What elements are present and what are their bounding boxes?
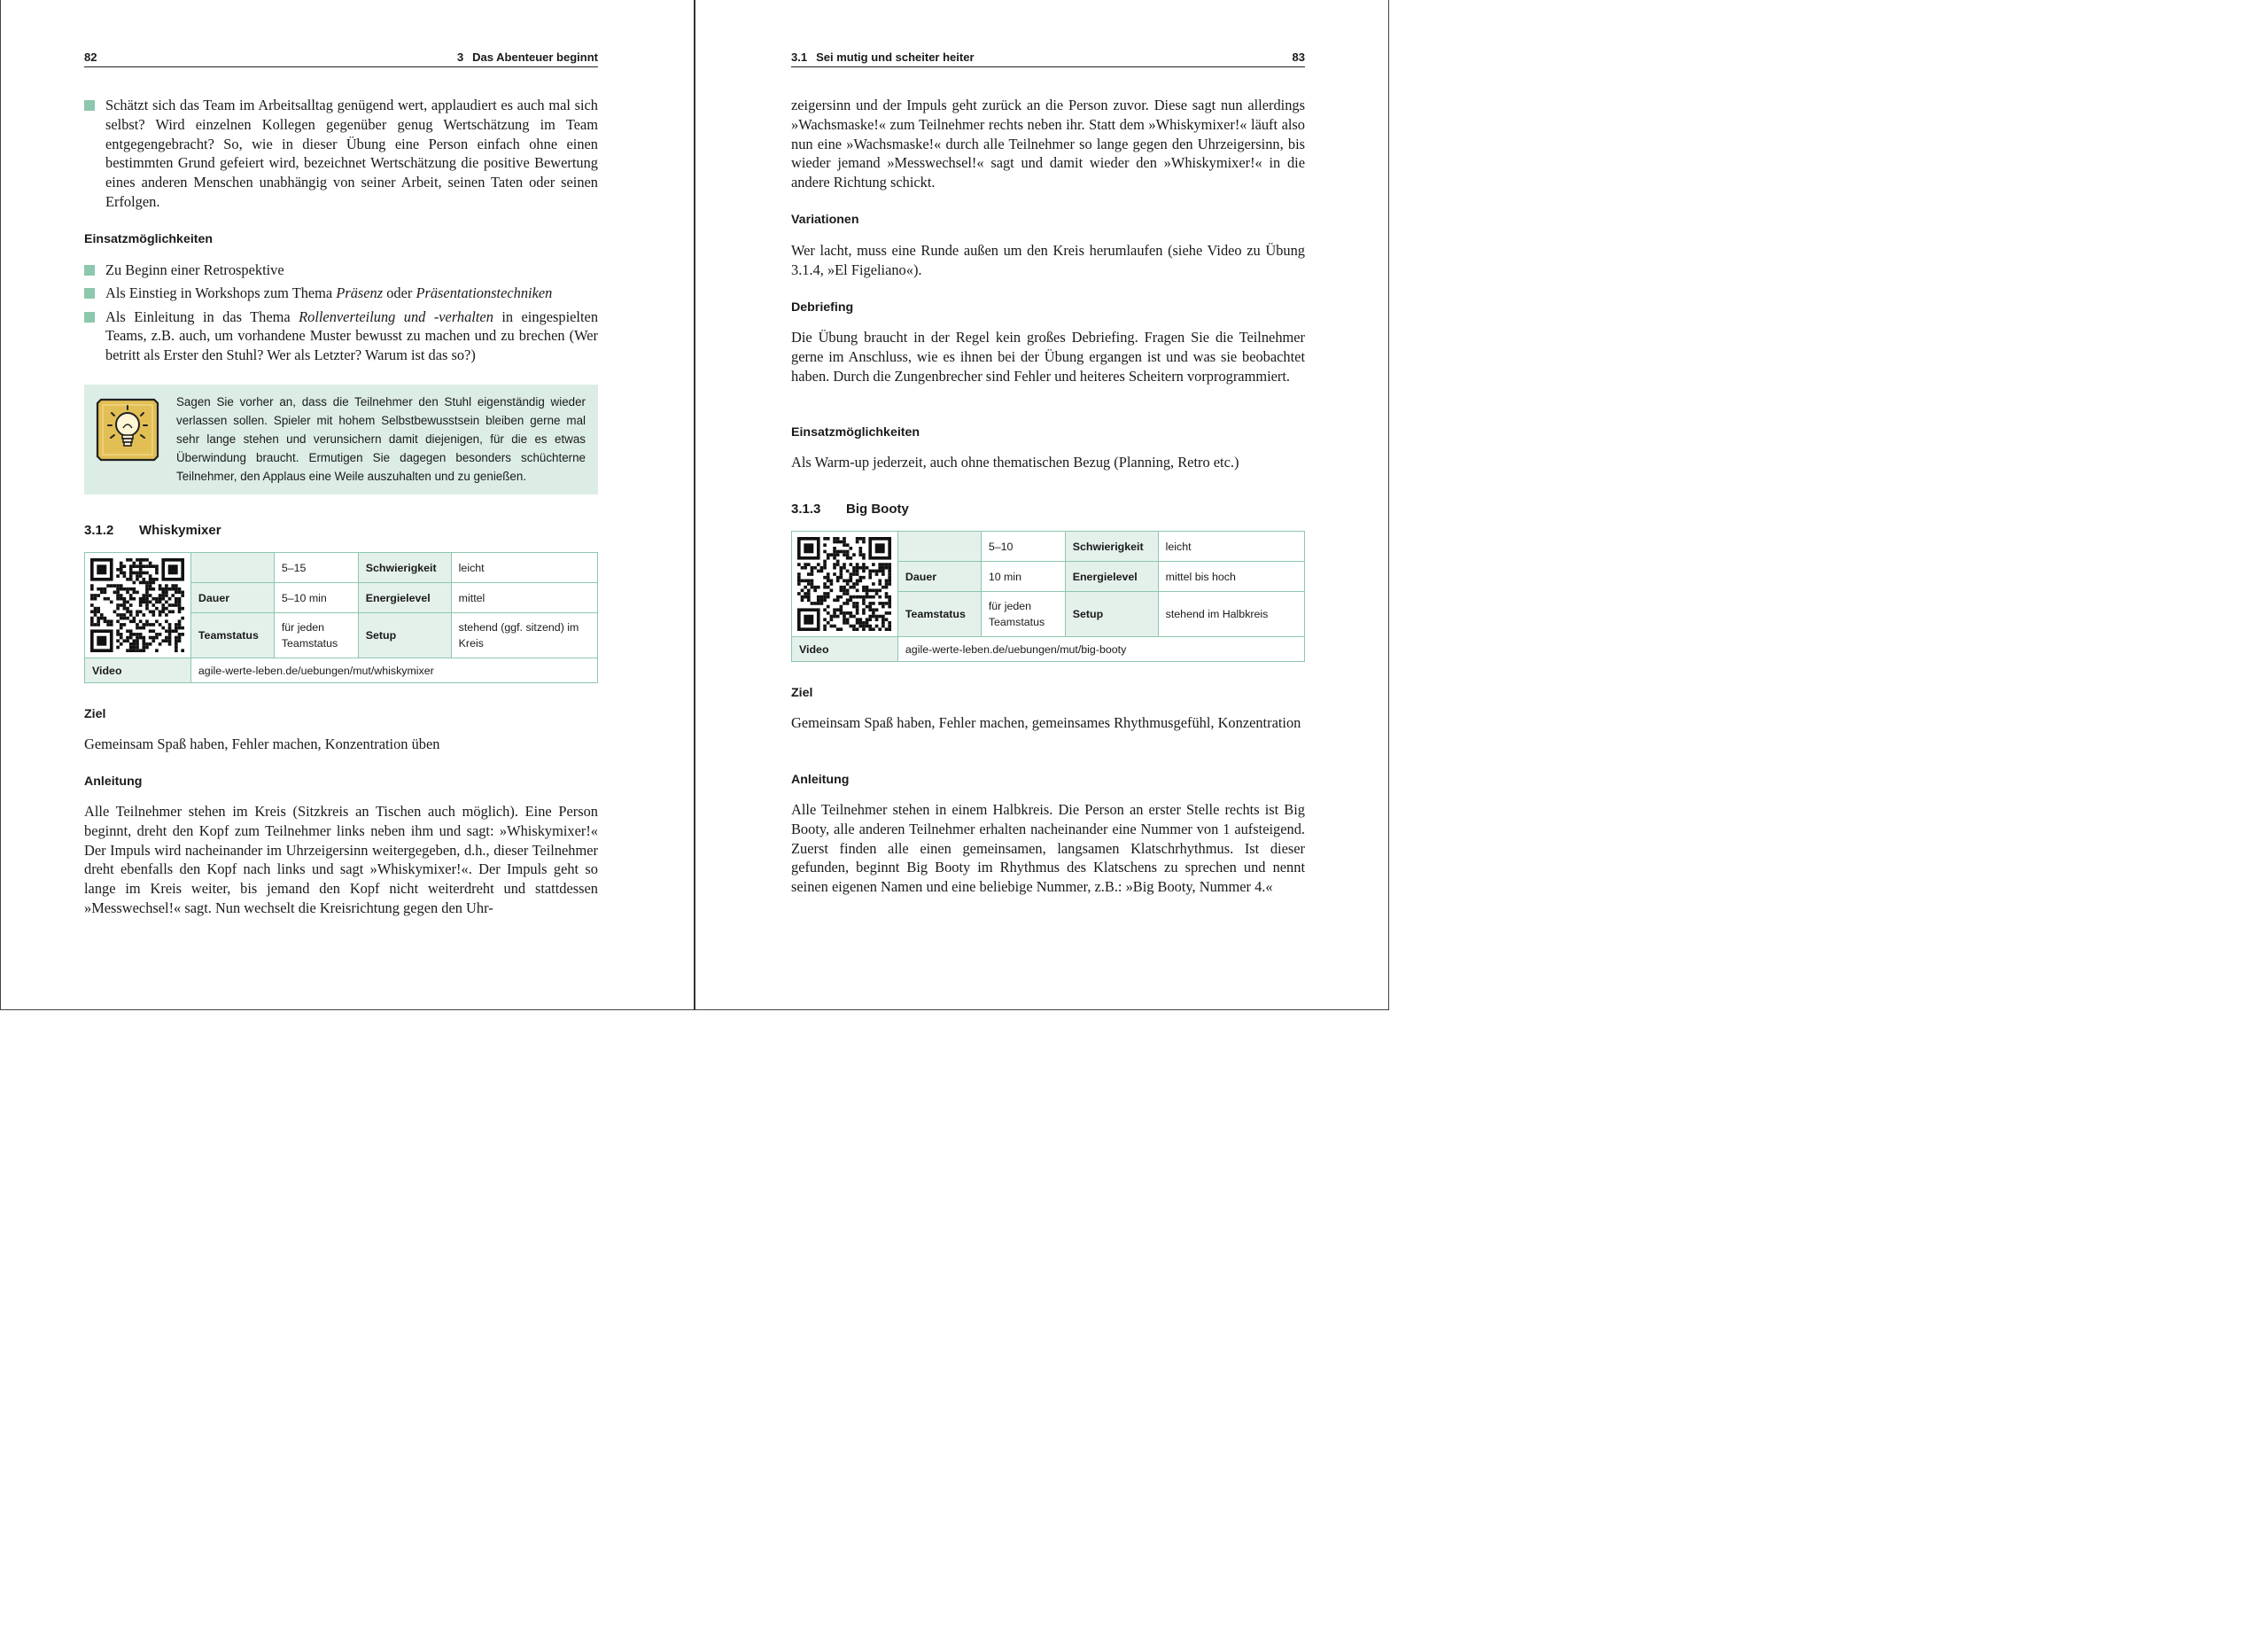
duration-label: Dauer	[190, 583, 274, 613]
header-section-title: Sei mutig und scheiter heiter	[816, 51, 975, 64]
list-item-text: Schätzt sich das Team im Arbeitsalltag genügend wert, applaudiert es auch mal sich selbst? Wird einzelnen Kollegen gegenüber genug Wertschätzung im Team entgegengebracht? So, wie in dieser Übung eine Person einfach ohne einen bestimmten Grund gefeiert wird, bezeichnet Wertschätzung die positive Bewertung eines anderen Menschen unabhängig von seiner Arbeit, seinen Taten oder seinen Erfolgen.	[105, 97, 598, 210]
teamstatus-label: Teamstatus	[190, 613, 274, 658]
duration-label: Dauer	[897, 562, 981, 592]
debriefing-heading: Debriefing	[791, 300, 854, 315]
chapter-title	[457, 51, 598, 64]
setup-value: stehend im Halbkreis	[1158, 592, 1304, 637]
debriefing-text: Die Übung braucht in der Regel kein großes Debriefing. Fragen Sie die Teilnehmer gerne im Anschluss, wie es ihnen bei der Übung ergangen ist und was sie beobachtet haben. Durch die Zungenbrecher sind Fehler und heiteres Scheitern vorprogrammiert.	[791, 329, 1305, 385]
teamstatus-value: für jeden Teamstatus	[981, 592, 1065, 637]
section-number: 3.1.2	[84, 523, 114, 538]
video-label: Video	[85, 658, 191, 683]
list-item	[84, 261, 598, 280]
anleitung-text: Alle Teilnehmer stehen in einem Halbkreis. Die Person an erster Stelle rechts ist Big Booty, alle anderen Teilnehmer erhalten nacheinander eine Nummer von 1 aufsteigend. Zuerst finden alle einen gemeinsamen, langsamen Klatschrhythmus. Ist dieser gefunden, beginnt Big Booty im Rhythmus des Klatschens zu sprechen und nennt seinen eigenen Namen und eine beliebige Nummer, z.B.: »Big Booty, Nummer 4.«	[791, 801, 1305, 896]
list-item-text: Als Einstieg in Workshops zum Thema	[105, 284, 337, 302]
intro-bullet-list	[84, 96, 598, 212]
exercise-info-table	[791, 531, 1305, 662]
qr-code-cell	[792, 532, 898, 637]
einsatz-heading: Einsatzmöglichkeiten	[84, 232, 214, 246]
chapter-title-text: Das Abenteuer beginnt	[472, 51, 598, 64]
einsatz-text: Als Warm-up jederzeit, auch ohne thematischen Bezug (Planning, Retro etc.)	[791, 454, 1239, 471]
lightbulb-icon	[96, 398, 159, 462]
setup-label: Setup	[358, 613, 451, 658]
participants-value: 5–10	[981, 532, 1065, 562]
table-row	[85, 658, 598, 683]
left-page	[84, 0, 598, 1010]
list-item	[84, 96, 598, 212]
table-row	[792, 637, 1305, 662]
ziel-text: Gemeinsam Spaß haben, Fehler machen, gemeinsames Rhythmusgefühl, Konzentration	[791, 714, 1301, 731]
list-item-text: Als Einleitung in das Thema	[105, 307, 299, 325]
bullet-square-icon	[84, 312, 95, 323]
list-item-text: oder	[383, 284, 416, 302]
energy-value: mittel	[451, 583, 597, 613]
list-item	[84, 307, 598, 365]
setup-label: Setup	[1065, 592, 1158, 637]
list-item-text: Zu Beginn einer Retrospektive	[105, 261, 284, 278]
qr-code-icon[interactable]	[797, 537, 891, 631]
difficulty-value: leicht	[1158, 532, 1304, 562]
participants-value: 5–15	[274, 553, 358, 583]
variationen-heading: Variationen	[791, 213, 859, 227]
list-item	[84, 284, 598, 303]
right-page	[791, 0, 1305, 1010]
table-cell	[190, 553, 274, 583]
book-spine	[694, 0, 695, 1010]
list-item-text: in eingespielten Teams, z.B. auch, um vorhandene Muster bewusst zu machen und zu brechen (Wer betritt als Erster den Stuhl? Wer als Letzter? Warum ist das so?)	[105, 307, 599, 364]
video-link[interactable]: agile-werte-leben.de/uebungen/mut/whiskymixer	[190, 658, 597, 683]
setup-value: stehend (ggf. sitzend) im Kreis	[451, 613, 597, 658]
page-frame-right	[1388, 0, 1389, 1010]
video-label: Video	[792, 637, 898, 662]
energy-label: Energielevel	[1065, 562, 1158, 592]
chapter-number: 3	[456, 51, 464, 64]
list-item-emphasis: Präsenz	[336, 284, 384, 302]
page-number: 82	[84, 51, 97, 64]
tip-box	[84, 385, 598, 494]
teamstatus-label: Teamstatus	[897, 592, 981, 637]
running-head-left	[84, 49, 598, 67]
einsatz-heading: Einsatzmöglichkeiten	[791, 425, 920, 440]
section-heading	[84, 523, 221, 538]
section-number: 3.1.3	[791, 502, 821, 517]
difficulty-label: Schwierigkeit	[358, 553, 451, 583]
energy-label: Energielevel	[358, 583, 451, 613]
section-title: Big Booty	[846, 502, 909, 517]
anleitung-heading: Anleitung	[84, 774, 143, 789]
page-frame-left	[0, 0, 1, 1010]
variationen-text: Wer lacht, muss eine Runde außen um den Kreis herumlaufen (siehe Video zu Übung 3.1.4, »El Figeliano«).	[791, 242, 1305, 278]
qr-code-cell	[85, 553, 191, 658]
list-item-emphasis: Rollenverteilung und -verhalten	[299, 307, 493, 325]
tip-text: Sagen Sie vorher an, dass die Teilnehmer den Stuhl eigenständig wieder verlassen sollen. Spieler mit hohem Selbstbewusstsein bleiben gerne mal sehr lange stehen und verunsichern damit diejenigen, für die es etwas Überwindung braucht. Ermutigen Sie dagegen besonders schüchterne Teilnehmer, den Applaus eine Weile auszuhalten und zu genießen.	[176, 395, 586, 483]
energy-value: mittel bis hoch	[1158, 562, 1304, 592]
list-item-emphasis: Präsentationstechniken	[416, 284, 553, 302]
duration-value: 10 min	[981, 562, 1065, 592]
ziel-heading: Ziel	[791, 686, 813, 700]
table-cell	[897, 532, 981, 562]
bullet-square-icon	[84, 288, 95, 299]
continued-text: zeigersinn und der Impuls geht zurück an die Person zuvor. Diese sagt nun allerdings »Wachsmaske!« zum Teilnehmer rechts neben ihr. Statt dem »Whiskymixer!« läuft also nun eine »Wachsmaske!« durch alle Teilnehmer so lange gegen den Uhrzeigersinn, bis wieder jemand »Messwechsel!« sagt und damit wieder den »Whiskymixer!« in die andere Richtung schickt.	[791, 97, 1305, 191]
running-head-right	[791, 49, 1305, 67]
video-link[interactable]: agile-werte-leben.de/uebungen/mut/big-booty	[897, 637, 1304, 662]
header-section-number: 3.1	[791, 51, 808, 64]
anleitung-text: Alle Teilnehmer stehen im Kreis (Sitzkreis an Tischen auch möglich). Eine Person beginnt, dreht den Kopf zum Teilnehmer links neben ihm und sagt: »Whiskymixer!« Der Impuls wird nacheinander im Uhrzeigersinn weitergegeben, d.h., dieser Teilnehmer dreht ebenfalls den Kopf nach links und sagt »Whiskymixer!«. Der Impuls geht so lange im Kreis weiter, bis jemand den Kopf nicht weiterdreht und stattdessen »Messwechsel!« sagt. Nun wechselt die Kreisrichtung gegen den Uhr-	[84, 803, 598, 916]
section-title-header	[791, 51, 975, 64]
ziel-heading: Ziel	[84, 707, 106, 721]
section-heading	[791, 502, 909, 517]
bullet-square-icon	[84, 265, 95, 276]
einsatz-list	[84, 261, 598, 365]
table-row	[792, 532, 1305, 562]
difficulty-value: leicht	[451, 553, 597, 583]
exercise-info-table	[84, 552, 598, 683]
bullet-square-icon	[84, 100, 95, 111]
qr-code-icon[interactable]	[90, 558, 184, 652]
section-title: Whiskymixer	[139, 523, 221, 538]
table-row	[85, 553, 598, 583]
difficulty-label: Schwierigkeit	[1065, 532, 1158, 562]
ziel-text: Gemeinsam Spaß haben, Fehler machen, Konzentration üben	[84, 735, 440, 752]
anleitung-heading: Anleitung	[791, 773, 850, 787]
teamstatus-value: für jeden Teamstatus	[274, 613, 358, 658]
page-number: 83	[1292, 51, 1305, 64]
duration-value: 5–10 min	[274, 583, 358, 613]
